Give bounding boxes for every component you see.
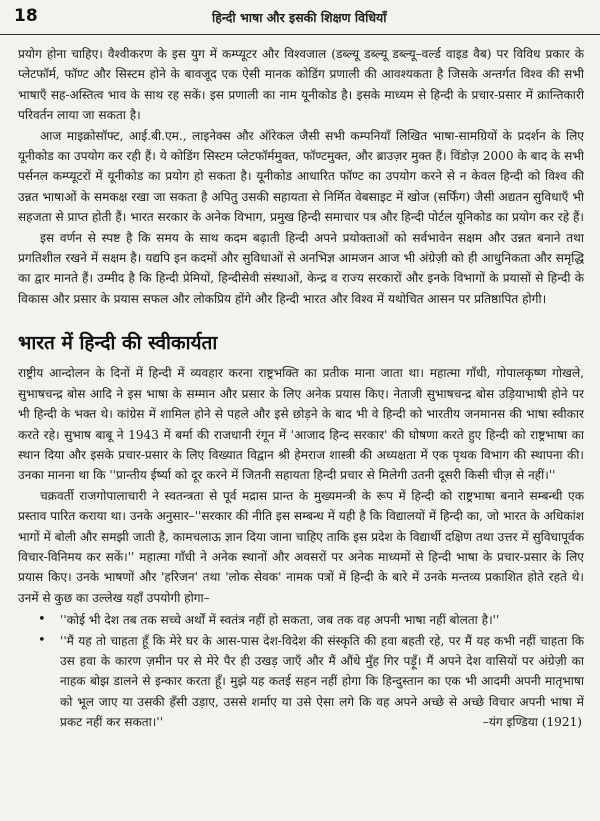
paragraph: इस वर्णन से स्पष्ट है कि समय के साथ कदम बढ़ाती हिन्दी अपने प्रयोक्ताओं को सर्वभावेन सक्षम और उन्नत बनाने तथा प्रगतिशील रखने में सक्षम है। यद्यपि इन कदमों और सुविधाओं से अनभिज्ञ आमजन आज भी अंग्रेज़ी को ही आधुनिकता और समृद्धि का द्वार मानते हैं। उम्मीद है कि हिन्दी प्रेमियों, हिन्दीसेवी संस्थाओं, केन्द्र व राज्य सरकारों और इनके विभागों के प्रयासों से हिन्दी के विकास और प्रसार के प्रयास सफल और लोकप्रिय होंगे और हिन्दी भारत और विश्व में यथोचित आसन पर प्रतिष्ठापित होगी।	[18, 230, 584, 306]
section-heading: भारत में हिन्दी की स्वीकार्यता	[18, 332, 218, 355]
paragraph: चक्रवर्ती राजगोपालाचारी ने स्वतन्त्रता से पूर्व मद्रास प्रान्त के मुख्यमन्त्री के रूप में हिन्दी को राष्ट्रभाषा बनाने सम्बन्धी एक प्रस्ताव पारित कराया था। उनके अनुसार–''सरकार की नीति इस सम्बन्ध में यही है कि विद्यालयों में हिन्दी का, जो भारत के अधिकांश भागों में बोली और समझी जाती है, कामचलाऊ ज्ञान दिया जाना चाहिए ताकि इस प्रदेश के विद्यार्थी दक्षिण तथा उत्तर में सुविधापूर्वक विचार-विनिमय कर सकें।'' महात्मा गाँधी ने अनेक स्थानों और अवसरों पर अनेक माध्यमों से हिन्दी भाषा के प्रचार-प्रसार के लिए प्रयास किए। उनके भाषणों और 'हरिजन' तथा 'लोक सेवक' नामक पत्रों में हिन्दी के बारे में उनके मन्तव्य प्रकाशित होते रहते थे। उनमें से कुछ का उल्लेख यहाँ उपयोगी होगा–	[18, 488, 584, 605]
quote-text: ''मैं यह तो चाहता हूँ कि मेरे घर के आस-पास देश-विदेश की संस्कृति की हवा बहती रहे, पर मैं यह कभी नहीं चाहता कि उस हवा के कारण ज़मीन पर से मेरे पैर ही उखड़ जाएँ और मैं औंधे मुँह गिर पड़ूँ। मैं अपने देश वासियों पर अंग्रेज़ी का नाहक बोझ डालने से इन्कार करता हूँ। मुझे यह कतई सहन नहीं होगा कि हिन्दुस्तान का एक भी आदमी अपनी मातृभाषा को भूल जाए या उसकी हँसी उड़ाए, उससे शर्माए या उसे ऐसा लगे कि वह अपने अच्छे से अच्छे विचार अपनी भाषा में प्रकट नहीं कर सकता।''	[60, 633, 584, 730]
paragraph: आज माइक्रोसॉफ्ट, आई.बी.एम., लाइनेक्स और ऑरेकल जैसी सभी कम्पनियाँ लिखित भाषा-सामग्रियों के प्रदर्शन के लिए यूनीकोड का उपयोग कर रही हैं। ये कोडिंग सिस्टम प्लेटफॉर्ममुक्त, फॉण्टमुक्त, और ब्राउज़र मुक्त हैं। विंडोज़ 2000 के बाद के सभी पर्सनल कम्प्यूटरों में यूनीकोड का प्रयोग हो सकता है। यूनीकोड आधारित फॉण्ट का उपयोग करने से न केवल हिन्दी को विश्व की उन्नत भाषाओं के समकक्ष रखा जा सकता है अपितु उसकी सहायता से निर्मित वेबसाइट में खोज (सर्फिंग) जैसी अद्यतन सुविधाएँ भी सहजता से प्राप्त होती हैं। भारत सरकार के अनेक विभाग, प्रमुख हिन्दी समाचार पत्र और हिन्दी पोर्टल यूनिकोड का प्रयोग कर रहे हैं।	[18, 128, 584, 225]
paragraph: प्रयोग होना चाहिए। वैश्वीकरण के इस युग में कम्प्यूटर और विश्वजाल (डब्ल्यू डब्ल्यू डब्ल्यू–वर्ल्ड वाइड वैब) पर विविध प्रकार के प्लेटफॉर्म, फॉण्ट और सिस्टम होने के बावजूद एक ऐसी मानक कोडिंग प्रणाली की आवश्यकता है जिसके अन्तर्गत विश्व की सभी भाषाएँ सह-अस्तित्व भाव के साथ रह सकें। इस प्रणाली का नाम यूनीकोड है। इसके माध्यम से हिन्दी के प्रचार-प्रसार में क्रान्तिकारी परिवर्तन लाया जा सकता है।	[18, 47, 584, 123]
quote-item	[18, 631, 584, 733]
paragraph: राष्ट्रीय आन्दोलन के दिनों में हिन्दी में व्यवहार करना राष्ट्रभक्ति का प्रतीक माना जाता था। महात्मा गाँधी, गोपालकृष्ण गोखले, सुभाषचन्द्र बोस आदि ने इस भाषा के सम्मान और प्रसार के लिए अनेक प्रयास किए। नेताजी सुभाषचन्द्र बोस उड़ियाभाषी होने पर भी हिन्दी के भक्त थे। कांग्रेस में शामिल होने से पहले और इसे छोड़ने के बाद भी वे हिन्दी को भारतीय जनमानस की भाषा स्वीकार करते रहे। सुभाष बाबू ने 1943 में बर्मा की राजधानी रंगून में 'आजाद हिन्द सरकार' की घोषणा करते हुए हिन्दी को राष्ट्रभाषा का स्थान दिया और इसके प्रचार-प्रसार के लिए विख्यात विद्वान श्री हेमराज शास्त्री की अध्यक्षता में एक पृथक विभाग की स्थापना की। उनका मानना था कि ''प्रान्तीय ईर्ष्या को दूर करने में जितनी सहायता हिन्दी प्रचार से मिलेगी उतनी दूसरी किसी चीज़ से नहीं।''	[18, 366, 584, 483]
quote-text: ''कोई भी देश तब तक सच्चे अर्थों में स्वतंत्र नहीं हो सकता, जब तक वह अपनी भाषा नहीं बोलता है।''	[60, 613, 500, 628]
bullet-icon: •	[38, 632, 46, 648]
bullet-icon: •	[38, 612, 46, 628]
page-header	[0, 0, 600, 35]
running-title: हिन्दी भाषा और इसकी शिक्षण विधियाँ	[212, 10, 387, 25]
quote-source: –यंग इण्डिया (1921)	[482, 715, 582, 730]
page-number: 18	[14, 6, 38, 26]
page-body	[18, 44, 584, 814]
quote-item	[18, 610, 584, 630]
quote-list	[18, 610, 584, 732]
